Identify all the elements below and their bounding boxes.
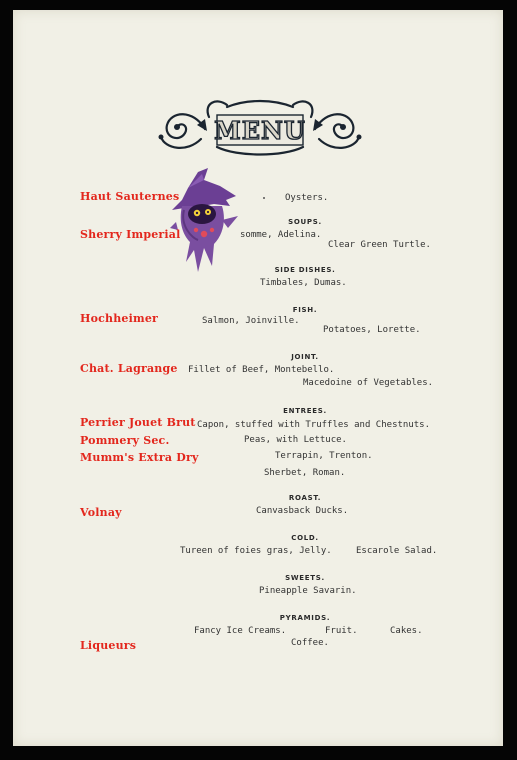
wine-mumms: Mumm's Extra Dry [80, 451, 199, 464]
wine-liqueurs: Liqueurs [80, 639, 137, 652]
dish-consomme: somme, Adelina. [240, 230, 322, 240]
dish-salmon: Salmon, Joinville. [202, 316, 300, 326]
dish-escarole: Escarole Salad. [356, 546, 438, 556]
dish-green-turtle: Clear Green Turtle. [328, 240, 431, 250]
dish-oysters: Oysters. [285, 193, 329, 203]
heading-joint: JOINT. [291, 353, 319, 361]
dish-canvasback: Canvasback Ducks. [256, 506, 349, 516]
dish-terrapin: Terrapin, Trenton. [275, 451, 373, 461]
dish-capon: Capon, stuffed with Truffles and Chestnuts. [197, 420, 430, 430]
heading-pyramids: PYRAMIDS. [279, 614, 331, 622]
wine-sherry-imperial: Sherry Imperial [80, 228, 181, 241]
wine-perrier-jouet: Perrier Jouet Brut [80, 416, 196, 429]
dish-timbales: Timbales, Dumas. [260, 278, 347, 288]
heading-soups: SOUPS. [288, 218, 322, 226]
dish-fruit: Fruit. [325, 626, 358, 636]
dish-fillet-beef: Fillet of Beef, Montebello. [188, 365, 335, 375]
heading-entrees: ENTREES. [283, 407, 327, 415]
heading-side-dishes: SIDE DISHES. [274, 266, 336, 274]
dish-ice-creams: Fancy Ice Creams. [194, 626, 287, 636]
wine-chat-lagrange: Chat. Lagrange [80, 362, 178, 375]
dish-cakes: Cakes. [390, 626, 423, 636]
wine-pommery: Pommery Sec. [80, 434, 170, 447]
ink-dot [263, 197, 265, 199]
heading-fish: FISH. [292, 306, 318, 314]
dish-sherbet: Sherbet, Roman. [264, 468, 346, 478]
dish-potatoes: Potatoes, Lorette. [323, 325, 421, 335]
wine-haut-sauternes: Haut Sauternes [80, 190, 180, 203]
ornate-scroll-icon [157, 95, 363, 161]
dish-foies-gras: Tureen of foies gras, Jelly. [180, 546, 332, 556]
wine-volnay: Volnay [80, 506, 122, 519]
dish-coffee: Coffee. [291, 638, 329, 648]
menu-title-banner [157, 95, 363, 161]
dish-pineapple: Pineapple Savarin. [259, 586, 357, 596]
dish-macedoine: Macedoine of Vegetables. [303, 378, 434, 388]
heading-roast: ROAST. [288, 494, 322, 502]
dish-peas: Peas, with Lettuce. [244, 435, 347, 445]
heading-cold: COLD. [291, 534, 319, 542]
wine-hochheimer: Hochheimer [80, 312, 159, 325]
menu-title: MENU [214, 116, 306, 145]
heading-sweets: SWEETS. [285, 574, 325, 582]
